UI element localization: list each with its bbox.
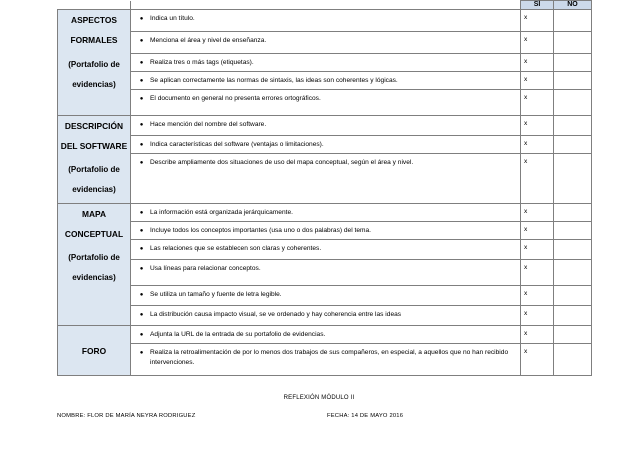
student-name: NOMBRE: FLOR DE MARÍA NEYRA RODRIGUEZ — [57, 413, 196, 419]
bullet-icon: ● — [139, 266, 144, 272]
bullet-icon: ● — [139, 60, 144, 66]
rubric-table — [57, 0, 592, 376]
criterion-cell — [131, 344, 521, 376]
bullet-icon: ● — [139, 96, 144, 102]
bullet-icon: ● — [139, 350, 144, 356]
criterion-row — [58, 260, 592, 286]
yes-mark: x — [521, 136, 554, 154]
criterion-text: Incluye todos los conceptos importantes (usa uno o dos palabras) del tema. — [150, 227, 372, 234]
bullet-icon: ● — [139, 312, 144, 318]
bullet-icon: ● — [139, 38, 144, 44]
section-subtitle: (Portafolio de evidencias) — [68, 60, 120, 89]
criterion-cell — [131, 10, 521, 32]
no-mark — [554, 222, 592, 240]
yes-mark: x — [521, 222, 554, 240]
criterion-text: La distribución causa impacto visual, se ve ordenado y hay coherencia entre las ideas — [150, 311, 402, 318]
criterion-cell — [131, 54, 521, 72]
bullet-icon: ● — [139, 16, 144, 22]
section-title: MAPA CONCEPTUAL — [64, 209, 124, 239]
criterion-row — [58, 286, 592, 306]
criterion-text: Menciona el área y nivel de enseñanza. — [150, 37, 267, 44]
criterion-row — [58, 136, 592, 154]
criterion-text: La información está organizada jerárquicamente. — [150, 209, 293, 216]
yes-mark: x — [521, 72, 554, 90]
yes-mark: x — [521, 260, 554, 286]
section-subtitle: (Portafolio de evidencias) — [68, 253, 120, 282]
bullet-icon: ● — [139, 160, 144, 166]
criterion-row — [58, 240, 592, 260]
criterion-text: Se aplican correctamente las normas de sintaxis, las ideas son coherentes y lógicas. — [150, 77, 398, 84]
criterion-cell — [131, 260, 521, 286]
bullet-icon: ● — [139, 292, 144, 298]
header-empty-category — [58, 1, 131, 10]
no-mark — [554, 154, 592, 204]
criterion-cell — [131, 90, 521, 116]
criterion-text: Las relaciones que se establecen son claras y coherentes. — [150, 245, 322, 252]
no-mark — [554, 326, 592, 344]
yes-mark: x — [521, 286, 554, 306]
yes-mark: x — [521, 90, 554, 116]
report-date: FECHA: 14 DE MAYO 2016 — [327, 413, 404, 419]
reflection-title: REFLEXIÓN MÓDULO II — [283, 395, 355, 401]
no-mark — [554, 306, 592, 326]
no-mark — [554, 344, 592, 376]
yes-mark: x — [521, 326, 554, 344]
yes-mark: x — [521, 32, 554, 54]
criterion-row — [58, 10, 592, 32]
no-mark — [554, 32, 592, 54]
header-yes: SÍ — [521, 1, 554, 10]
no-mark — [554, 72, 592, 90]
bullet-icon: ● — [139, 332, 144, 338]
criterion-cell — [131, 32, 521, 54]
criterion-cell — [131, 116, 521, 136]
section-subtitle: (Portafolio de evidencias) — [68, 165, 120, 194]
yes-mark: x — [521, 204, 554, 222]
no-mark — [554, 204, 592, 222]
criterion-text: El documento en general no presenta errores ortográficos. — [150, 95, 321, 102]
header-empty-criteria — [131, 1, 521, 10]
criterion-row — [58, 204, 592, 222]
criterion-row — [58, 54, 592, 72]
criterion-row — [58, 72, 592, 90]
section-category — [58, 116, 131, 204]
section-title: ASPECTOS FORMALES — [70, 15, 118, 45]
yes-mark: x — [521, 306, 554, 326]
criterion-cell — [131, 204, 521, 222]
yes-mark: x — [521, 10, 554, 32]
criterion-row — [58, 306, 592, 326]
header-row — [58, 1, 592, 10]
bullet-icon: ● — [139, 122, 144, 128]
criterion-cell — [131, 222, 521, 240]
criterion-cell — [131, 72, 521, 90]
no-mark — [554, 286, 592, 306]
yes-mark: x — [521, 116, 554, 136]
criterion-cell — [131, 154, 521, 204]
section-category — [58, 204, 131, 326]
yes-mark: x — [521, 54, 554, 72]
criterion-row — [58, 32, 592, 54]
bullet-icon: ● — [139, 246, 144, 252]
no-mark — [554, 240, 592, 260]
criterion-row — [58, 116, 592, 136]
section-category — [58, 326, 131, 376]
criterion-text: Describe ampliamente dos situaciones de uso del mapa conceptual, según el área y nivel. — [150, 159, 414, 166]
criterion-text: Indica características del software (ventajas o limitaciones). — [150, 141, 324, 148]
bullet-icon: ● — [139, 142, 144, 148]
header-no: NO — [554, 1, 592, 10]
criterion-row — [58, 222, 592, 240]
bullet-icon: ● — [139, 210, 144, 216]
criterion-text: Se utiliza un tamaño y fuente de letra legible. — [150, 291, 282, 298]
yes-mark: x — [521, 154, 554, 204]
criterion-text: Indica un título. — [150, 15, 195, 22]
criterion-text: Realiza tres o más tags (etiquetas). — [150, 59, 254, 66]
criterion-row — [58, 90, 592, 116]
bullet-icon: ● — [139, 78, 144, 84]
no-mark — [554, 54, 592, 72]
section-title: DESCRIPCIÓN DEL SOFTWARE — [60, 121, 128, 151]
criterion-row — [58, 326, 592, 344]
criterion-cell — [131, 306, 521, 326]
criterion-row — [58, 154, 592, 204]
no-mark — [554, 260, 592, 286]
bullet-icon: ● — [139, 228, 144, 234]
criterion-cell — [131, 326, 521, 344]
criterion-cell — [131, 136, 521, 154]
criterion-row — [58, 344, 592, 376]
no-mark — [554, 116, 592, 136]
no-mark — [554, 136, 592, 154]
yes-mark: x — [521, 240, 554, 260]
no-mark — [554, 10, 592, 32]
criterion-text: Realiza la retroalimentación de por lo menos dos trabajos de sus compañeros, en especial, a aquellos que no han recibido intervenciones. — [150, 349, 509, 366]
section-title: FORO — [81, 346, 107, 356]
criterion-text: Usa líneas para relacionar conceptos. — [150, 265, 261, 272]
criterion-text: Adjunta la URL de la entrada de su portafolio de evidencias. — [150, 331, 326, 338]
no-mark — [554, 90, 592, 116]
section-category — [58, 10, 131, 116]
yes-mark: x — [521, 344, 554, 376]
criterion-cell — [131, 240, 521, 260]
criterion-text: Hace mención del nombre del software. — [150, 121, 267, 128]
criterion-cell — [131, 286, 521, 306]
